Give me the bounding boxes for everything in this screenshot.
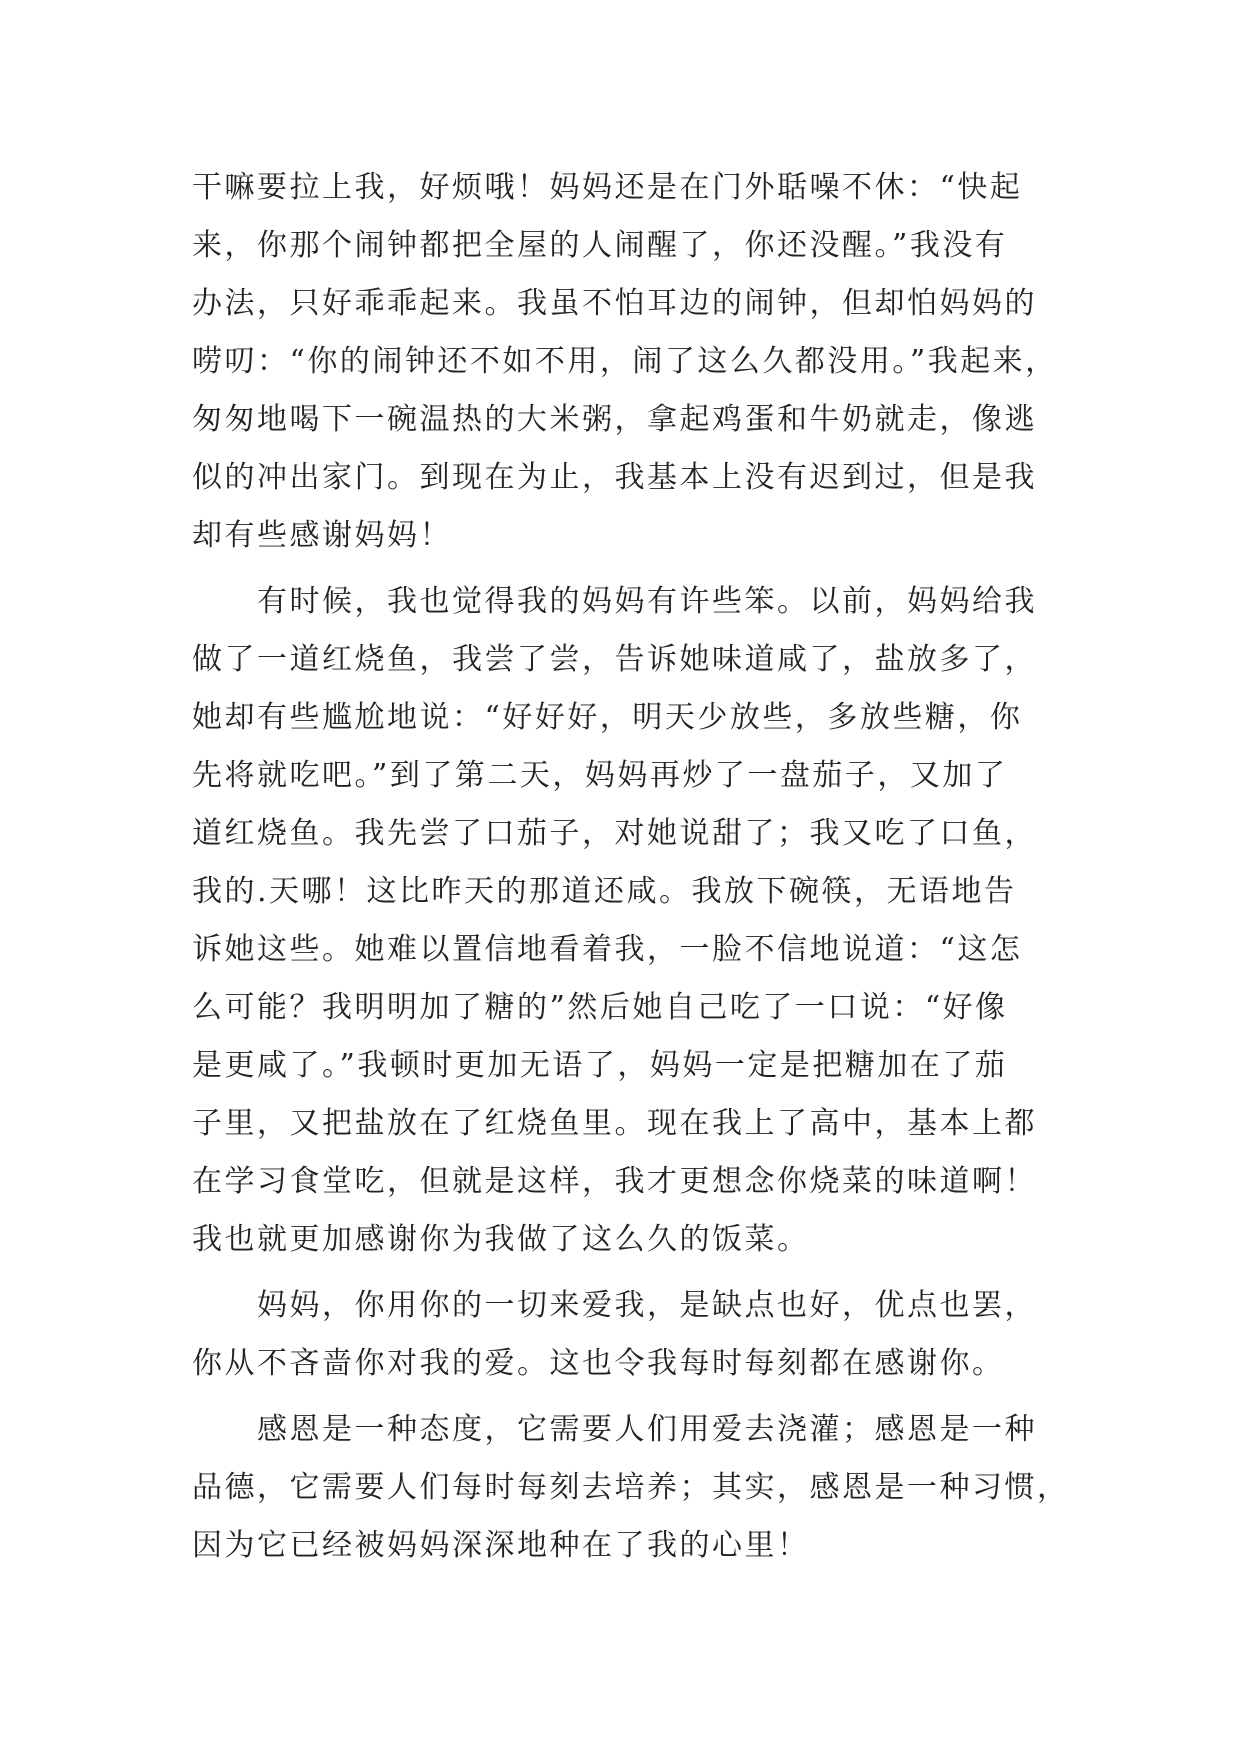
text-line: 我的.天哪！这比昨天的那道还咸。我放下碗筷，无语地告 bbox=[192, 874, 1017, 909]
paragraph-2 bbox=[192, 573, 1052, 1269]
text-line: 来，你那个闹钟都把全屋的人闹醒了，你还没醒。”我没有 bbox=[192, 228, 1008, 263]
text-line: 么可能？我明明加了糖的”然后她自己吃了一口说：“好像 bbox=[192, 990, 1008, 1025]
text-line: 她却有些尴尬地说：“好好好，明天少放些，多放些糖，你 bbox=[192, 700, 1023, 735]
paragraph-4 bbox=[192, 1401, 1070, 1575]
text-line: 有时候，我也觉得我的妈妈有许些笨。以前，妈妈给我 bbox=[192, 584, 1037, 619]
document-body bbox=[192, 159, 1070, 1575]
text-line: 似的冲出家门。到现在为止，我基本上没有迟到过，但是我 bbox=[192, 460, 1037, 495]
text-line: 感恩是一种态度，它需要人们用爱去浇灌；感恩是一种 bbox=[192, 1412, 1037, 1447]
paragraph-spacing bbox=[192, 1269, 1052, 1277]
paragraph-1 bbox=[192, 159, 1058, 565]
text-line: 是更咸了。”我顿时更加无语了，妈妈一定是把糖加在了茄 bbox=[192, 1048, 1008, 1083]
text-line: 匆匆地喝下一碗温热的大米粥，拿起鸡蛋和牛奶就走，像逃 bbox=[192, 402, 1037, 437]
text-line: 你从不吝啬你对我的爱。这也令我每时每刻都在感谢你。 bbox=[192, 1346, 1005, 1381]
text-line: 道红烧鱼。我先尝了口茄子，对她说甜了；我又吃了口鱼， bbox=[192, 816, 1037, 851]
text-line: 唠叨：“你的闹钟还不如不用，闹了这么久都没用。”我起来， bbox=[192, 344, 1058, 379]
text-line: 诉她这些。她难以置信地看着我，一脸不信地说道：“这怎 bbox=[192, 932, 1023, 967]
text-line: 我也就更加感谢你为我做了这么久的饭菜。 bbox=[192, 1222, 810, 1257]
text-line: 品德，它需要人们每时每刻去培养；其实，感恩是一种习惯， bbox=[192, 1470, 1070, 1505]
text-line: 妈妈，你用你的一切来爱我，是缺点也好，优点也罢， bbox=[192, 1288, 1037, 1323]
paragraph-spacing bbox=[192, 1393, 1052, 1401]
text-line: 因为它已经被妈妈深深地种在了我的心里！ bbox=[192, 1528, 810, 1563]
text-line: 先将就吃吧。”到了第二天，妈妈再炒了一盘茄子，又加了 bbox=[192, 758, 1008, 793]
text-line: 办法，只好乖乖起来。我虽不怕耳边的闹钟，但却怕妈妈的 bbox=[192, 286, 1037, 321]
paragraph-3 bbox=[192, 1277, 1052, 1393]
text-line: 在学习食堂吃，但就是这样，我才更想念你烧菜的味道啊！ bbox=[192, 1164, 1037, 1199]
text-line: 却有些感谢妈妈！ bbox=[192, 518, 452, 553]
text-line: 干嘛要拉上我，好烦哦！妈妈还是在门外聒噪不休：“快起 bbox=[192, 170, 1023, 205]
text-line: 做了一道红烧鱼，我尝了尝，告诉她味道咸了，盐放多了， bbox=[192, 642, 1037, 677]
text-line: 子里，又把盐放在了红烧鱼里。现在我上了高中，基本上都 bbox=[192, 1106, 1037, 1141]
paragraph-spacing bbox=[192, 565, 1052, 573]
